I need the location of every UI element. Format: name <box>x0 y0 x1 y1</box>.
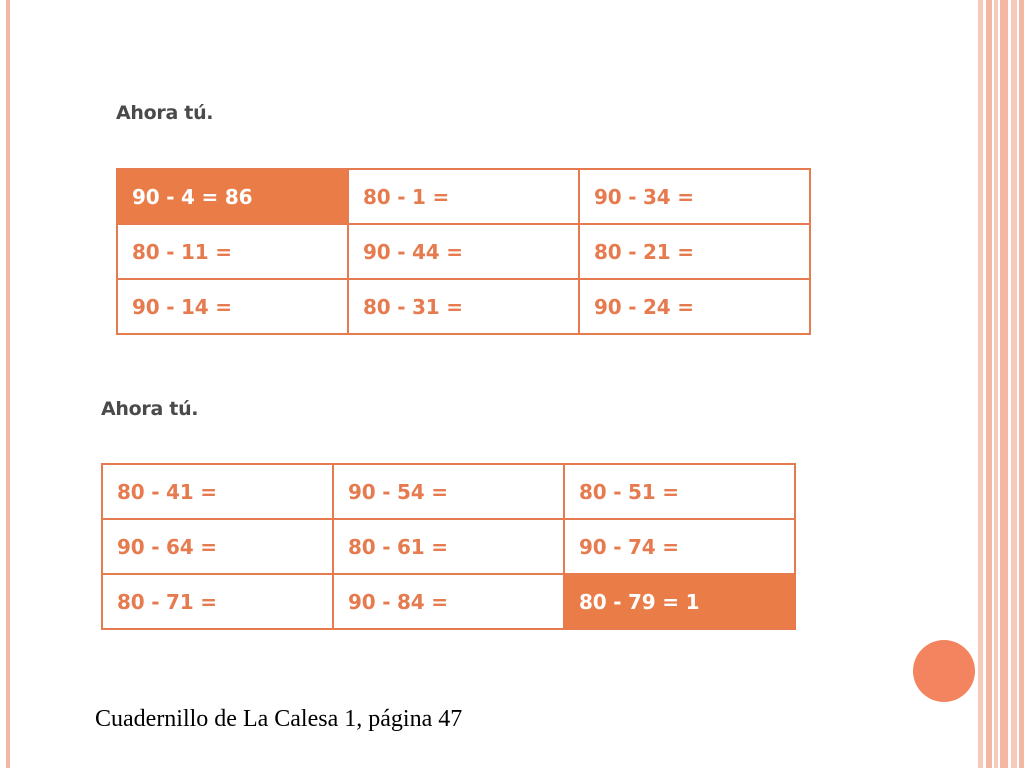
subtraction-table <box>116 168 811 335</box>
slide-left-border <box>6 0 10 768</box>
table-cell: 80 - 71 = <box>102 574 333 629</box>
table-cell: 90 - 14 = <box>117 279 348 334</box>
slide-right-border-stripe <box>994 0 998 768</box>
slide-right-border-stripe <box>1000 0 1008 768</box>
table-row <box>117 279 810 334</box>
table-cell: 80 - 21 = <box>579 224 810 279</box>
table-cell: 80 - 11 = <box>117 224 348 279</box>
decorative-circle-icon <box>913 640 975 702</box>
slide-right-border-stripe <box>978 0 983 768</box>
table-row <box>117 224 810 279</box>
table-cell-answered: 90 - 4 = 86 <box>117 169 348 224</box>
exercise-block-1 <box>116 98 811 335</box>
exercise-block-2 <box>101 394 796 630</box>
source-caption: Cuadernillo de La Calesa 1, página 47 <box>95 706 463 732</box>
table-cell: 90 - 74 = <box>564 519 795 574</box>
table-cell: 90 - 24 = <box>579 279 810 334</box>
table-cell: 90 - 54 = <box>333 464 564 519</box>
exercise-heading: Ahora tú. <box>116 102 214 124</box>
table-cell: 80 - 41 = <box>102 464 333 519</box>
slide-right-border-stripe <box>986 0 992 768</box>
table-cell: 90 - 34 = <box>579 169 810 224</box>
table-cell: 80 - 1 = <box>348 169 579 224</box>
subtraction-table <box>101 463 796 630</box>
table-cell: 80 - 61 = <box>333 519 564 574</box>
table-cell: 90 - 64 = <box>102 519 333 574</box>
slide-right-border-stripe <box>1011 0 1017 768</box>
table-row <box>117 169 810 224</box>
table-cell: 80 - 31 = <box>348 279 579 334</box>
table-cell: 90 - 84 = <box>333 574 564 629</box>
table-cell-answered: 80 - 79 = 1 <box>564 574 795 629</box>
table-cell: 90 - 44 = <box>348 224 579 279</box>
slide-right-border-stripe <box>1019 0 1024 768</box>
table-row <box>102 519 795 574</box>
table-cell: 80 - 51 = <box>564 464 795 519</box>
table-row <box>102 464 795 519</box>
exercise-heading: Ahora tú. <box>101 398 199 420</box>
table-row <box>102 574 795 629</box>
